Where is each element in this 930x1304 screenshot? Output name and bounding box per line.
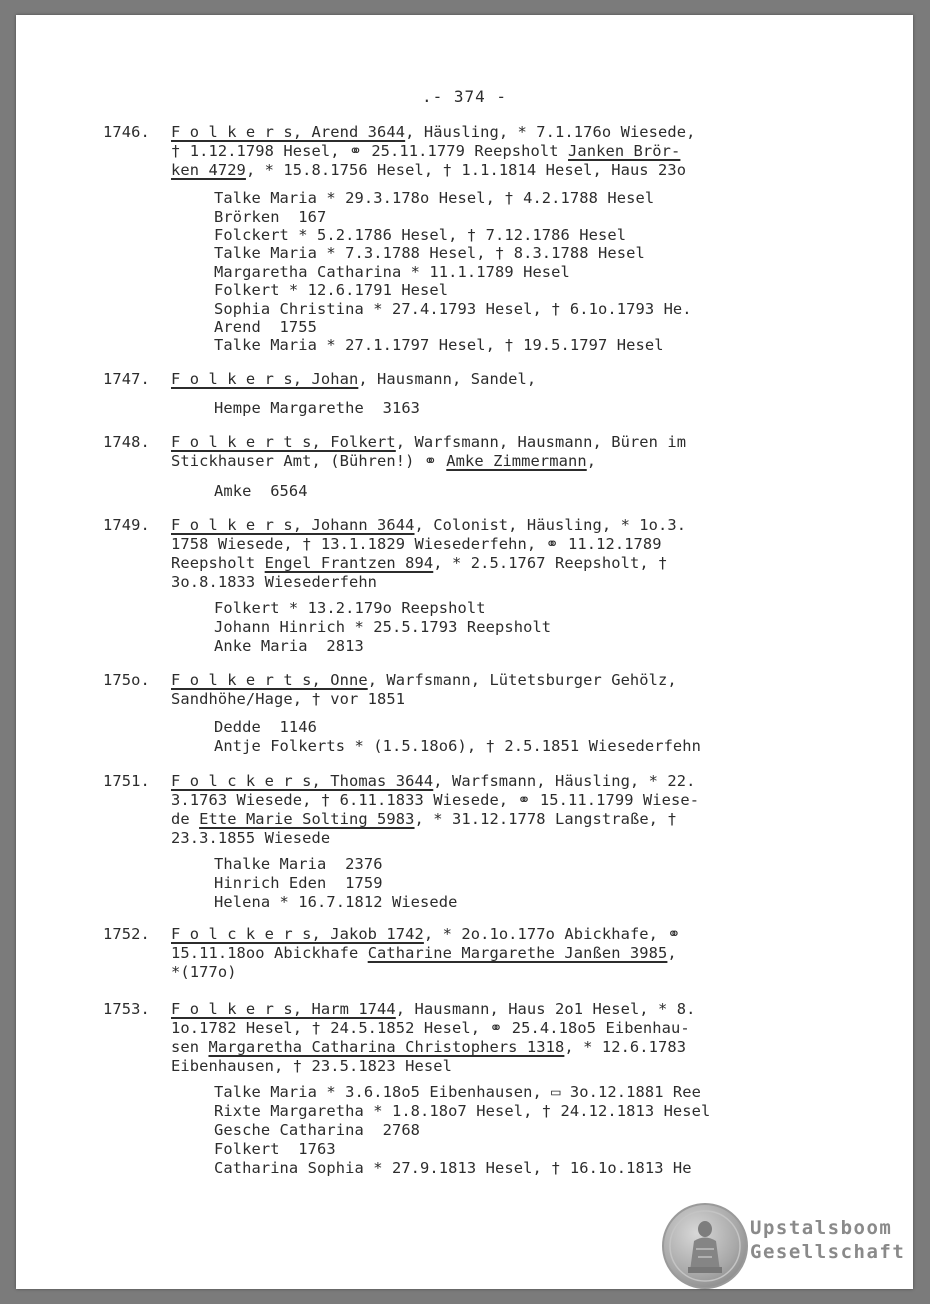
child-line: Amke 6564 [214, 482, 308, 500]
child-line: Gesche Catharina 2768 [214, 1121, 421, 1139]
spouse-name: Janken Brör- [568, 142, 681, 160]
child-line: Helena * 16.7.1812 Wiesede [214, 893, 458, 911]
spouse-name: Catharine Margarethe Janßen 3985 [367, 944, 668, 962]
entry-text: , * 2.5.1767 Reepsholt, † [433, 554, 668, 572]
spouse-name: Engel Frantzen 894 [264, 554, 434, 572]
entry-line: 23.3.1855 Wiesede [171, 829, 331, 847]
child-line: Folckert * 5.2.1786 Hesel, † 7.12.1786 Hesel [214, 226, 627, 244]
child-line: Talke Maria * 29.3.178o Hesel, † 4.2.1788 Hesel [214, 189, 655, 207]
person-name: F o l k e r t s, Folkert [171, 433, 396, 451]
entry-line: 1758 Wiesede, † 13.1.1829 Wiesederfehn, ⚭ 11.12.1789 [171, 535, 662, 553]
entry-line [171, 1000, 696, 1018]
child-line: Talke Maria * 7.3.1788 Hesel, † 8.3.1788 Hesel [214, 244, 645, 262]
entry-line [171, 370, 536, 388]
person-name: F o l k e r s, Harm 1744 [171, 1000, 396, 1018]
entry-line [171, 772, 696, 790]
person-name: F o l k e r s, Johan [171, 370, 359, 388]
entry-line [171, 516, 686, 534]
entry-text: † 1.12.1798 Hesel, ⚭ 25.11.1779 Reepsholt [171, 142, 568, 160]
entry-text: , * 12.6.1783 [564, 1038, 687, 1056]
child-line: Rixte Margaretha * 1.8.18o7 Hesel, † 24.12.1813 Hesel [214, 1102, 711, 1120]
entry-number: 1749. [103, 516, 150, 534]
child-line: Antje Folkerts * (1.5.18o6), † 2.5.1851 Wiesederfehn [214, 737, 702, 755]
child-line: Catharina Sophia * 27.9.1813 Hesel, † 16.1o.1813 He [214, 1159, 692, 1177]
entry-text: , * 31.12.1778 Langstraße, † [414, 810, 677, 828]
entry-line [171, 944, 677, 962]
child-line: Hinrich Eden 1759 [214, 874, 383, 892]
entry-text: , Warfsmann, Lütetsburger Gehölz, [367, 671, 677, 689]
entry-text: , Häusling, * 7.1.176o Wiesede, [405, 123, 696, 141]
spouse-name: ken 4729 [171, 161, 246, 179]
person-name: F o l k e r t s, Onne [171, 671, 368, 689]
entry-text: de [171, 810, 200, 828]
entry-number: 1752. [103, 925, 150, 943]
entry-text: , [667, 944, 677, 962]
person-name: F o l c k e r s, Jakob 1742 [171, 925, 424, 943]
entry-number: 175o. [103, 671, 150, 689]
entry-number: 1753. [103, 1000, 150, 1018]
entry-line [171, 925, 680, 943]
entry-text: , Warfsmann, Häusling, * 22. [433, 772, 696, 790]
child-line: Folkert 1763 [214, 1140, 336, 1158]
entry-number: 1751. [103, 772, 150, 790]
child-line: Dedde 1146 [214, 718, 318, 736]
entry-number: 1747. [103, 370, 150, 388]
entry-line [171, 161, 686, 179]
child-line: Arend 1755 [214, 318, 318, 336]
entry-text: , Hausmann, Haus 2o1 Hesel, * 8. [395, 1000, 696, 1018]
entry-line [171, 142, 680, 160]
entry-text: , Warfsmann, Hausmann, Büren im [395, 433, 687, 451]
child-line: Folkert * 12.6.1791 Hesel [214, 281, 449, 299]
entry-text: Reepsholt [171, 554, 265, 572]
entry-line [171, 810, 677, 828]
person-name: F o l c k e r s, Thomas 3644 [171, 772, 434, 790]
entry-line [171, 123, 696, 141]
child-line: Folkert * 13.2.179o Reepsholt [214, 599, 486, 617]
child-line: Johann Hinrich * 25.5.1793 Reepsholt [214, 618, 552, 636]
child-line: Talke Maria * 27.1.1797 Hesel, † 19.5.1797 Hesel [214, 336, 664, 354]
society-seal-icon [660, 1201, 750, 1291]
person-name: F o l k e r s, Johann 3644 [171, 516, 415, 534]
entry-text: 15.11.18oo Abickhafe [171, 944, 368, 962]
entry-text: sen [171, 1038, 209, 1056]
spouse-name: Amke Zimmermann [446, 452, 587, 470]
child-line: Hempe Margarethe 3163 [214, 399, 421, 417]
entry-number: 1748. [103, 433, 150, 451]
child-line: Sophia Christina * 27.4.1793 Hesel, † 6.1o.1793 He. [214, 300, 692, 318]
spouse-name: Margaretha Catharina Christophers 1318 [208, 1038, 565, 1056]
entry-line: Eibenhausen, † 23.5.1823 Hesel [171, 1057, 452, 1075]
child-line: Thalke Maria 2376 [214, 855, 383, 873]
society-name [750, 1216, 905, 1264]
entry-line: *(177o) [171, 963, 237, 981]
person-name: F o l k e r s, Arend 3644 [171, 123, 406, 141]
entry-line: Sandhöhe/Hage, † vor 1851 [171, 690, 406, 708]
entry-line [171, 452, 596, 470]
entry-text: Stickhauser Amt, (Bühren!) ⚭ [171, 452, 447, 470]
child-line: Brörken 167 [214, 208, 327, 226]
society-name-line1: Upstalsboom [750, 1217, 893, 1239]
entry-line [171, 433, 686, 451]
page-number: .- 374 - [421, 87, 508, 106]
child-line: Margaretha Catharina * 11.1.1789 Hesel [214, 263, 570, 281]
spouse-name: Ette Marie Solting 5983 [199, 810, 415, 828]
entry-text: , * 2o.1o.177o Abickhafe, ⚭ [423, 925, 681, 943]
entry-text: , Colonist, Häusling, * 1o.3. [414, 516, 687, 534]
entry-line: 3.1763 Wiesede, † 6.11.1833 Wiesede, ⚭ 15.11.1799 Wiese- [171, 791, 700, 809]
entry-number: 1746. [103, 123, 150, 141]
entry-text: , [586, 452, 597, 470]
entry-line [171, 1038, 686, 1056]
entry-line: 3o.8.1833 Wiesederfehn [171, 573, 378, 591]
child-line: Anke Maria 2813 [214, 637, 364, 655]
document-page [16, 15, 913, 1289]
entry-text: , * 15.8.1756 Hesel, † 1.1.1814 Hesel, Haus 23o [245, 161, 687, 179]
entry-text: , Hausmann, Sandel, [358, 370, 537, 388]
entry-line: 1o.1782 Hesel, † 24.5.1852 Hesel, ⚭ 25.4.18o5 Eibenhau- [171, 1019, 690, 1037]
child-line: Talke Maria * 3.6.18o5 Eibenhausen, ▭ 3o.12.1881 Ree [214, 1083, 702, 1101]
entry-line [171, 554, 667, 572]
society-name-line2: Gesellschaft [750, 1241, 906, 1263]
entry-line [171, 671, 677, 689]
